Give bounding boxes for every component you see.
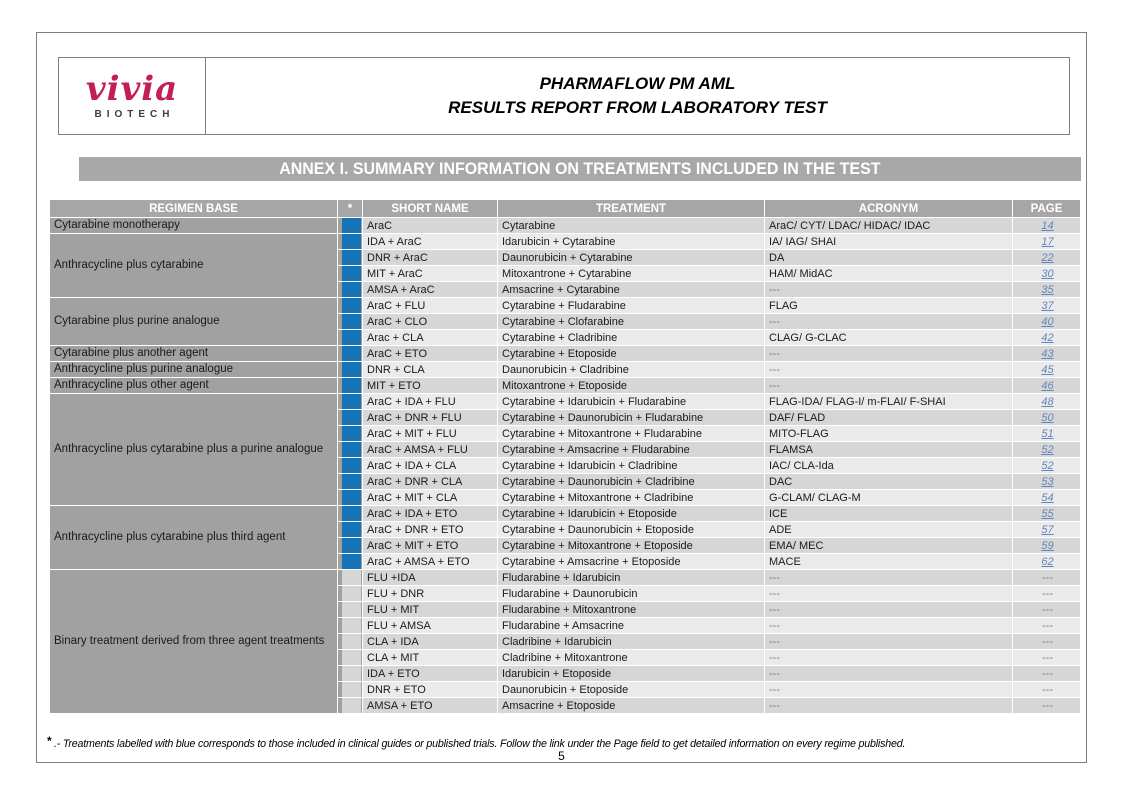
table-header-row — [50, 200, 1081, 218]
page-cell — [1013, 586, 1081, 602]
short-name-cell: AraC + AMSA + ETO — [363, 554, 498, 570]
acronym-cell — [765, 586, 1013, 602]
no-value-dashes: --- — [769, 635, 780, 648]
regimen-base-cell: Anthracycline plus cytarabine plus a purine analogue — [50, 394, 338, 506]
page-link[interactable]: 42 — [1041, 331, 1054, 344]
no-value-dashes: --- — [769, 571, 780, 584]
regimen-base-cell: Cytarabine plus another agent — [50, 346, 338, 362]
page-link[interactable]: 50 — [1041, 411, 1054, 424]
annex-title-text: ANNEX I. SUMMARY INFORMATION ON TREATMENTS INCLUDED IN THE TEST — [279, 159, 881, 178]
page-cell — [1013, 330, 1081, 346]
no-page-dashes: --- — [1042, 667, 1053, 680]
acronym-cell: FLAG — [765, 298, 1013, 314]
no-page-dashes: --- — [1042, 699, 1053, 712]
column-header-page: PAGE — [1013, 200, 1081, 218]
page-cell — [1013, 378, 1081, 394]
short-name-cell: FLU + MIT — [363, 602, 498, 618]
table-row — [50, 506, 1081, 522]
page-link[interactable]: 57 — [1041, 523, 1054, 536]
no-page-dashes: --- — [1042, 619, 1053, 632]
page-cell — [1013, 458, 1081, 474]
empty-flag-marker — [342, 602, 361, 617]
acronym-cell: IAC/ CLA-Ida — [765, 458, 1013, 474]
regimen-base-cell: Anthracycline plus other agent — [50, 378, 338, 394]
no-page-dashes: --- — [1042, 635, 1053, 648]
clinical-guide-flag-cell — [338, 506, 363, 522]
page-link[interactable]: 22 — [1041, 251, 1054, 264]
no-value-dashes: --- — [769, 683, 780, 696]
column-header-treatment: TREATMENT — [498, 200, 765, 218]
short-name-cell: FLU + AMSA — [363, 618, 498, 634]
clinical-guide-flag-cell — [338, 474, 363, 490]
acronym-cell: MACE — [765, 554, 1013, 570]
treatment-cell: Cytarabine + Mitoxantrone + Etoposide — [498, 538, 765, 554]
acronym-cell: AraC/ CYT/ LDAC/ HIDAC/ IDAC — [765, 218, 1013, 234]
short-name-cell: AraC + IDA + ETO — [363, 506, 498, 522]
treatment-cell: Cytarabine + Idarubicin + Etoposide — [498, 506, 765, 522]
page-cell — [1013, 362, 1081, 378]
table-row — [50, 362, 1081, 378]
blue-flag-marker — [342, 506, 361, 521]
no-value-dashes: --- — [769, 667, 780, 680]
clinical-guide-flag-cell — [338, 410, 363, 426]
page-link[interactable]: 51 — [1041, 427, 1054, 440]
empty-flag-marker — [342, 666, 361, 681]
treatment-cell: Cytarabine + Idarubicin + Cladribine — [498, 458, 765, 474]
treatment-cell: Fludarabine + Amsacrine — [498, 618, 765, 634]
blue-flag-marker — [342, 362, 361, 377]
short-name-cell: DNR + ETO — [363, 682, 498, 698]
short-name-cell: DNR + AraC — [363, 250, 498, 266]
short-name-cell: AraC — [363, 218, 498, 234]
page-link[interactable]: 30 — [1041, 267, 1054, 280]
acronym-cell — [765, 314, 1013, 330]
short-name-cell: AraC + IDA + FLU — [363, 394, 498, 410]
page-link[interactable]: 45 — [1041, 363, 1054, 376]
page-link[interactable]: 43 — [1041, 347, 1054, 360]
acronym-cell: CLAG/ G-CLAC — [765, 330, 1013, 346]
table-row — [50, 394, 1081, 410]
blue-flag-marker — [342, 538, 361, 553]
acronym-cell: G-CLAM/ CLAG-M — [765, 490, 1013, 506]
blue-flag-marker — [342, 218, 361, 233]
table-row — [50, 346, 1081, 362]
clinical-guide-flag-cell — [338, 698, 363, 714]
no-value-dashes: --- — [769, 619, 780, 632]
short-name-cell: MIT + AraC — [363, 266, 498, 282]
short-name-cell: AraC + FLU — [363, 298, 498, 314]
page-link[interactable]: 59 — [1041, 539, 1054, 552]
no-value-dashes: --- — [769, 347, 780, 360]
clinical-guide-flag-cell — [338, 522, 363, 538]
treatment-cell: Cytarabine + Daunorubicin + Cladribine — [498, 474, 765, 490]
clinical-guide-flag-cell — [338, 282, 363, 298]
empty-flag-marker — [342, 698, 361, 713]
acronym-cell — [765, 378, 1013, 394]
treatment-cell: Cytarabine + Cladribine — [498, 330, 765, 346]
page-cell — [1013, 234, 1081, 250]
no-value-dashes: --- — [769, 283, 780, 296]
clinical-guide-flag-cell — [338, 682, 363, 698]
blue-flag-marker — [342, 442, 361, 457]
footnote-text: .- Treatments labelled with blue corresponds to those included in clinical guides or published trials. Follow the link under the Page field to get detailed information on every regime published. — [54, 738, 906, 750]
page-link[interactable]: 52 — [1041, 443, 1054, 456]
short-name-cell: CLA + IDA — [363, 634, 498, 650]
empty-flag-marker — [342, 682, 361, 697]
clinical-guide-flag-cell — [338, 666, 363, 682]
no-value-dashes: --- — [769, 603, 780, 616]
logo-brand-text: vivia — [85, 69, 179, 109]
column-header-star: * — [338, 200, 363, 218]
page-cell — [1013, 538, 1081, 554]
clinical-guide-flag-cell — [338, 490, 363, 506]
blue-flag-marker — [342, 474, 361, 489]
treatment-cell: Cytarabine + Mitoxantrone + Fludarabine — [498, 426, 765, 442]
page-link[interactable]: 54 — [1041, 491, 1054, 504]
page-cell — [1013, 522, 1081, 538]
page-cell — [1013, 346, 1081, 362]
clinical-guide-flag-cell — [338, 394, 363, 410]
no-page-dashes: --- — [1042, 587, 1053, 600]
short-name-cell: Arac + CLA — [363, 330, 498, 346]
treatment-cell: Cytarabine + Daunorubicin + Etoposide — [498, 522, 765, 538]
no-page-dashes: --- — [1042, 683, 1053, 696]
clinical-guide-flag-cell — [338, 250, 363, 266]
regimen-base-cell: Anthracycline plus purine analogue — [50, 362, 338, 378]
column-header-short-name: SHORT NAME — [363, 200, 498, 218]
blue-flag-marker — [342, 234, 361, 249]
report-title-line2: RESULTS REPORT FROM LABORATORY TEST — [448, 98, 827, 117]
acronym-cell: ADE — [765, 522, 1013, 538]
acronym-cell — [765, 666, 1013, 682]
column-header-acronym: ACRONYM — [765, 200, 1013, 218]
treatments-table — [49, 199, 1081, 714]
clinical-guide-flag-cell — [338, 538, 363, 554]
empty-flag-marker — [342, 650, 361, 665]
blue-flag-marker — [342, 426, 361, 441]
short-name-cell: MIT + ETO — [363, 378, 498, 394]
page-cell — [1013, 554, 1081, 570]
table-row — [50, 378, 1081, 394]
report-page — [36, 32, 1087, 763]
treatment-cell: Cytarabine + Etoposide — [498, 346, 765, 362]
page-cell — [1013, 394, 1081, 410]
treatment-cell: Cytarabine + Clofarabine — [498, 314, 765, 330]
no-page-dashes: --- — [1042, 571, 1053, 584]
empty-flag-marker — [342, 618, 361, 633]
short-name-cell: AMSA + AraC — [363, 282, 498, 298]
clinical-guide-flag-cell — [338, 218, 363, 234]
treatment-cell: Cytarabine + Amsacrine + Fludarabine — [498, 442, 765, 458]
page-cell — [1013, 426, 1081, 442]
acronym-cell: DA — [765, 250, 1013, 266]
acronym-cell — [765, 282, 1013, 298]
blue-flag-marker — [342, 378, 361, 393]
empty-flag-marker — [342, 634, 361, 649]
short-name-cell: AraC + MIT + FLU — [363, 426, 498, 442]
acronym-cell — [765, 346, 1013, 362]
treatment-cell: Cytarabine + Daunorubicin + Fludarabine — [498, 410, 765, 426]
clinical-guide-flag-cell — [338, 234, 363, 250]
acronym-cell — [765, 650, 1013, 666]
short-name-cell: AraC + ETO — [363, 346, 498, 362]
page-cell — [1013, 282, 1081, 298]
treatment-cell: Fludarabine + Mitoxantrone — [498, 602, 765, 618]
treatment-cell: Daunorubicin + Cladribine — [498, 362, 765, 378]
blue-flag-marker — [342, 490, 361, 505]
page-cell — [1013, 602, 1081, 618]
acronym-cell: DAF/ FLAD — [765, 410, 1013, 426]
short-name-cell: IDA + AraC — [363, 234, 498, 250]
short-name-cell: IDA + ETO — [363, 666, 498, 682]
acronym-cell — [765, 698, 1013, 714]
short-name-cell: CLA + MIT — [363, 650, 498, 666]
blue-flag-marker — [342, 250, 361, 265]
no-value-dashes: --- — [769, 315, 780, 328]
footnote-asterisk: * — [47, 734, 52, 748]
page-cell — [1013, 490, 1081, 506]
page-link[interactable]: 14 — [1041, 219, 1054, 232]
short-name-cell: AraC + DNR + ETO — [363, 522, 498, 538]
treatment-cell: Daunorubicin + Etoposide — [498, 682, 765, 698]
acronym-cell — [765, 634, 1013, 650]
short-name-cell: DNR + CLA — [363, 362, 498, 378]
empty-flag-marker — [342, 586, 361, 601]
page-cell — [1013, 634, 1081, 650]
clinical-guide-flag-cell — [338, 634, 363, 650]
short-name-cell: AraC + IDA + CLA — [363, 458, 498, 474]
short-name-cell: AraC + CLO — [363, 314, 498, 330]
acronym-cell — [765, 362, 1013, 378]
treatment-cell: Fludarabine + Daunorubicin — [498, 586, 765, 602]
acronym-cell — [765, 570, 1013, 586]
page-cell — [1013, 682, 1081, 698]
short-name-cell: AraC + DNR + FLU — [363, 410, 498, 426]
blue-flag-marker — [342, 346, 361, 361]
blue-flag-marker — [342, 330, 361, 345]
page-cell — [1013, 298, 1081, 314]
clinical-guide-flag-cell — [338, 298, 363, 314]
treatment-cell: Idarubicin + Etoposide — [498, 666, 765, 682]
page-link[interactable]: 62 — [1041, 555, 1054, 568]
column-header-regimen-base: REGIMEN BASE — [50, 200, 338, 218]
short-name-cell: FLU + DNR — [363, 586, 498, 602]
clinical-guide-flag-cell — [338, 362, 363, 378]
page-cell — [1013, 698, 1081, 714]
acronym-cell — [765, 602, 1013, 618]
treatment-cell: Mitoxantrone + Cytarabine — [498, 266, 765, 282]
acronym-cell: FLAMSA — [765, 442, 1013, 458]
page-link[interactable]: 53 — [1041, 475, 1054, 488]
blue-flag-marker — [342, 314, 361, 329]
table-row — [50, 234, 1081, 250]
acronym-cell: EMA/ MEC — [765, 538, 1013, 554]
blue-flag-marker — [342, 394, 361, 409]
clinical-guide-flag-cell — [338, 618, 363, 634]
page-cell — [1013, 618, 1081, 634]
regimen-base-cell: Anthracycline plus cytarabine plus third agent — [50, 506, 338, 570]
page-cell — [1013, 666, 1081, 682]
acronym-cell: DAC — [765, 474, 1013, 490]
clinical-guide-flag-cell — [338, 602, 363, 618]
logo-subtitle-text: BIOTECH — [94, 109, 175, 120]
treatment-cell: Amsacrine + Etoposide — [498, 698, 765, 714]
clinical-guide-flag-cell — [338, 458, 363, 474]
page-cell — [1013, 314, 1081, 330]
no-value-dashes: --- — [769, 699, 780, 712]
acronym-cell: MITO-FLAG — [765, 426, 1013, 442]
blue-flag-marker — [342, 410, 361, 425]
clinical-guide-flag-cell — [338, 346, 363, 362]
clinical-guide-flag-cell — [338, 330, 363, 346]
treatment-cell: Mitoxantrone + Etoposide — [498, 378, 765, 394]
page-cell — [1013, 218, 1081, 234]
page-link[interactable]: 46 — [1041, 379, 1054, 392]
table-row — [50, 570, 1081, 586]
short-name-cell: AraC + MIT + ETO — [363, 538, 498, 554]
annex-section-header — [79, 157, 1081, 181]
empty-flag-marker — [342, 570, 361, 585]
treatment-cell: Daunorubicin + Cytarabine — [498, 250, 765, 266]
acronym-cell — [765, 682, 1013, 698]
clinical-guide-flag-cell — [338, 378, 363, 394]
treatment-cell: Cytarabine + Idarubicin + Fludarabine — [498, 394, 765, 410]
short-name-cell: AraC + AMSA + FLU — [363, 442, 498, 458]
short-name-cell: AraC + MIT + CLA — [363, 490, 498, 506]
acronym-cell: IA/ IAG/ SHAI — [765, 234, 1013, 250]
page-cell — [1013, 266, 1081, 282]
page-link[interactable]: 40 — [1041, 315, 1054, 328]
table-row — [50, 298, 1081, 314]
regimen-base-cell: Cytarabine plus purine analogue — [50, 298, 338, 346]
report-header — [58, 57, 1070, 135]
treatment-cell: Cladribine + Mitoxantrone — [498, 650, 765, 666]
blue-flag-marker — [342, 554, 361, 569]
no-value-dashes: --- — [769, 587, 780, 600]
page-cell — [1013, 442, 1081, 458]
clinical-guide-flag-cell — [338, 314, 363, 330]
page-cell — [1013, 410, 1081, 426]
treatment-cell: Cytarabine + Fludarabine — [498, 298, 765, 314]
clinical-guide-flag-cell — [338, 570, 363, 586]
report-title-line1: PHARMAFLOW PM AML — [539, 74, 736, 94]
vivia-biotech-logo — [59, 58, 206, 134]
report-title — [206, 58, 1069, 134]
clinical-guide-flag-cell — [338, 266, 363, 282]
page-link[interactable]: 37 — [1041, 299, 1054, 312]
treatment-cell: Cytarabine — [498, 218, 765, 234]
regimen-base-cell: Cytarabine monotherapy — [50, 218, 338, 234]
page-cell — [1013, 570, 1081, 586]
no-value-dashes: --- — [769, 363, 780, 376]
blue-flag-marker — [342, 298, 361, 313]
page-cell — [1013, 474, 1081, 490]
short-name-cell: FLU +IDA — [363, 570, 498, 586]
no-value-dashes: --- — [769, 379, 780, 392]
page-cell — [1013, 506, 1081, 522]
clinical-guide-flag-cell — [338, 442, 363, 458]
clinical-guide-flag-cell — [338, 650, 363, 666]
short-name-cell: AMSA + ETO — [363, 698, 498, 714]
clinical-guide-flag-cell — [338, 426, 363, 442]
blue-flag-marker — [342, 282, 361, 297]
acronym-cell: FLAG-IDA/ FLAG-I/ m-FLAI/ F-SHAI — [765, 394, 1013, 410]
page-link[interactable]: 48 — [1041, 395, 1054, 408]
treatment-cell: Amsacrine + Cytarabine — [498, 282, 765, 298]
clinical-guide-flag-cell — [338, 586, 363, 602]
treatment-cell: Idarubicin + Cytarabine — [498, 234, 765, 250]
acronym-cell — [765, 618, 1013, 634]
clinical-guide-flag-cell — [338, 554, 363, 570]
page-cell — [1013, 250, 1081, 266]
page-link[interactable]: 52 — [1041, 459, 1054, 472]
treatment-cell: Cytarabine + Amsacrine + Etoposide — [498, 554, 765, 570]
page-link[interactable]: 55 — [1041, 507, 1054, 520]
no-page-dashes: --- — [1042, 603, 1053, 616]
acronym-cell: HAM/ MidAC — [765, 266, 1013, 282]
treatment-cell: Cladribine + Idarubicin — [498, 634, 765, 650]
regimen-base-cell: Binary treatment derived from three agent treatments — [50, 570, 338, 714]
page-link[interactable]: 17 — [1041, 235, 1054, 248]
treatment-cell: Fludarabine + Idarubicin — [498, 570, 765, 586]
regimen-base-cell: Anthracycline plus cytarabine — [50, 234, 338, 298]
page-link[interactable]: 35 — [1041, 283, 1054, 296]
blue-flag-marker — [342, 458, 361, 473]
table-row — [50, 218, 1081, 234]
treatment-cell: Cytarabine + Mitoxantrone + Cladribine — [498, 490, 765, 506]
footnote — [47, 734, 1079, 750]
no-page-dashes: --- — [1042, 651, 1053, 664]
short-name-cell: AraC + DNR + CLA — [363, 474, 498, 490]
acronym-cell: ICE — [765, 506, 1013, 522]
page-number: 5 — [558, 749, 565, 763]
page-cell — [1013, 650, 1081, 666]
blue-flag-marker — [342, 522, 361, 537]
no-value-dashes: --- — [769, 651, 780, 664]
blue-flag-marker — [342, 266, 361, 281]
